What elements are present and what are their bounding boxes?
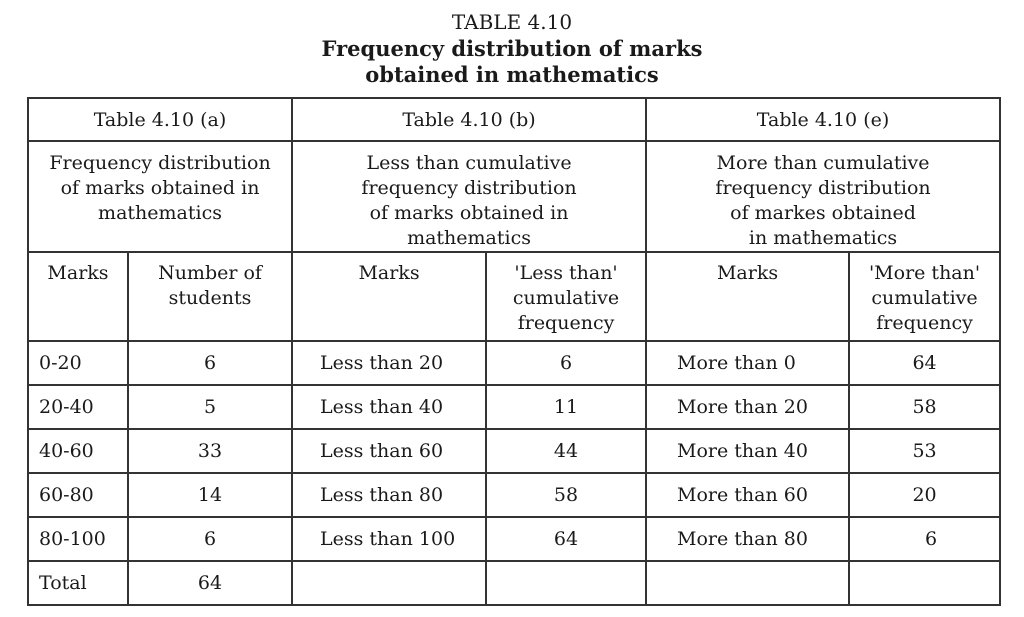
subtable-description-a: Frequency distribution of marks obtained in mathematics: [28, 141, 292, 252]
cell-less-than-cf: 6: [486, 341, 646, 385]
cell-marks-range: 80-100: [28, 517, 128, 561]
subtable-label-e: Table 4.10 (e): [646, 98, 1000, 141]
cell-students: 6: [128, 341, 292, 385]
frequency-table: [27, 97, 1001, 606]
subtable-description-e: More than cumulative frequency distribution of markes obtained in mathematics: [646, 141, 1000, 252]
col-header-less-than-cf: 'Less than' cumulative frequency: [486, 252, 646, 341]
cell-more-than-label: More than 20: [646, 385, 849, 429]
cell-more-than-cf: 6: [849, 517, 1000, 561]
subtable-description-row: [28, 141, 1000, 252]
cell-less-than-cf: 44: [486, 429, 646, 473]
cell-marks-range: 60-80: [28, 473, 128, 517]
cell-more-than-cf: 64: [849, 341, 1000, 385]
subtable-description-b: Less than cumulative frequency distribution of marks obtained in mathematics: [292, 141, 646, 252]
cell-less-than-cf: 58: [486, 473, 646, 517]
table-row: [28, 473, 1000, 517]
total-row: [28, 561, 1000, 605]
table-row: [28, 429, 1000, 473]
table-row: [28, 341, 1000, 385]
cell-less-than-label: Less than 20: [292, 341, 486, 385]
cell-empty: [292, 561, 486, 605]
table-number: TABLE 4.10: [451, 10, 573, 34]
table-title-line-1: Frequency distribution of marks: [321, 36, 703, 61]
cell-more-than-label: More than 0: [646, 341, 849, 385]
cell-marks-range: 40-60: [28, 429, 128, 473]
cell-marks-range: 20-40: [28, 385, 128, 429]
table-title-line-2: obtained in mathematics: [365, 62, 659, 87]
cell-less-than-label: Less than 80: [292, 473, 486, 517]
cell-more-than-label: More than 80: [646, 517, 849, 561]
cell-less-than-cf: 64: [486, 517, 646, 561]
cell-students: 33: [128, 429, 292, 473]
table-row: [28, 385, 1000, 429]
cell-total-students: 64: [128, 561, 292, 605]
column-header-row: [28, 252, 1000, 341]
cell-less-than-cf: 11: [486, 385, 646, 429]
cell-marks-range: 0-20: [28, 341, 128, 385]
cell-total-label: Total: [28, 561, 128, 605]
col-header-marks-b: Marks: [292, 252, 486, 341]
subtable-label-a: Table 4.10 (a): [28, 98, 292, 141]
cell-more-than-label: More than 60: [646, 473, 849, 517]
cell-more-than-cf: 53: [849, 429, 1000, 473]
cell-more-than-cf: 20: [849, 473, 1000, 517]
cell-less-than-label: Less than 60: [292, 429, 486, 473]
col-header-marks-e: Marks: [646, 252, 849, 341]
table-row: [28, 517, 1000, 561]
cell-empty: [486, 561, 646, 605]
cell-empty: [646, 561, 849, 605]
cell-less-than-label: Less than 100: [292, 517, 486, 561]
subtable-label-b: Table 4.10 (b): [292, 98, 646, 141]
cell-less-than-label: Less than 40: [292, 385, 486, 429]
cell-more-than-cf: 58: [849, 385, 1000, 429]
subtable-label-row: [28, 98, 1000, 141]
cell-students: 5: [128, 385, 292, 429]
col-header-more-than-cf: 'More than' cumulative frequency: [849, 252, 1000, 341]
cell-students: 14: [128, 473, 292, 517]
cell-empty: [849, 561, 1000, 605]
cell-students: 6: [128, 517, 292, 561]
col-header-marks-a: Marks: [28, 252, 128, 341]
cell-more-than-label: More than 40: [646, 429, 849, 473]
col-header-number-of-students: Number of students: [128, 252, 292, 341]
